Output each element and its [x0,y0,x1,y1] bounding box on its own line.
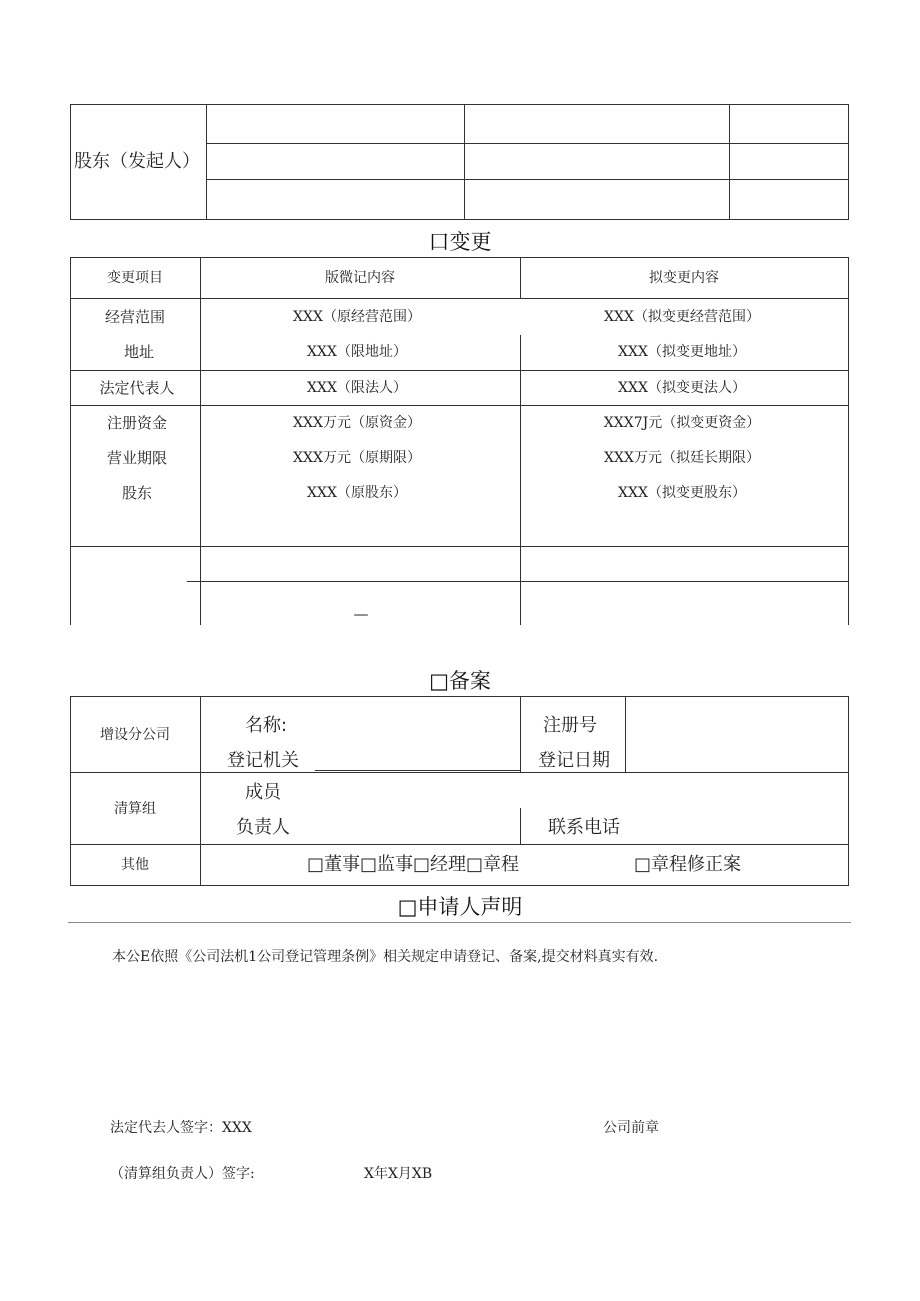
proposed-content: XXX（拟变更股东） [618,485,746,501]
signature-date: X年X月XB [364,1166,433,1182]
branch-label: 增设分公司 [100,727,170,743]
proposed-content: XXX万元（拟廷长期限） [604,450,760,466]
branch-reg-date-label: 登记日期 [538,750,610,771]
change-item: 地址 [123,343,155,361]
other-options: □董事□监事□经理□章程 [307,854,520,875]
proposed-content: XXX（拟变更经营范围） [604,309,760,325]
change-heading: 口变更 [428,230,492,254]
declaration-heading: □申请人声明 [397,895,523,919]
legal-rep-signature: 法定代去人签字：XXX [110,1120,252,1136]
liquidation-leader-label: 负责人 [236,817,290,838]
column-header-proposed: 拟变更内容 [649,270,719,286]
branch-reg-no-label: 注册号 [543,715,597,736]
change-item: 法定代表人 [99,379,175,397]
liquidation-leader-signature: （清算组负责人）签字: [110,1166,255,1182]
original-content: XXX万元（原期限） [293,450,421,466]
dash-mark: — [353,605,369,623]
shareholder-label: 股东（发起人） [74,151,200,172]
original-content: XXX（限法人） [307,380,407,396]
original-content: XXX（限地址） [307,344,407,360]
declaration-divider [68,922,851,923]
proposed-content: XXX7J元（拟变更资金） [603,415,761,431]
other-label: 其他 [121,857,149,873]
change-item: 注册资金 [106,414,168,432]
change-item: 经营范围 [104,308,166,326]
proposed-content: XXX（拟变更地址） [618,344,746,360]
branch-authority-label: 登记机关 [227,750,299,771]
filing-heading: □备案 [429,669,491,693]
liquidation-phone-label: 联系电话 [548,817,620,838]
column-header-item: 变更项目 [107,270,163,286]
original-content: XXX万元（原资金） [293,415,421,431]
charter-amendment-option: □章程修正案 [634,854,742,875]
proposed-content: XXX（拟变更法人） [618,380,746,396]
column-header-original: 版微记内容 [325,270,395,286]
liquidation-label: 清算组 [114,801,156,817]
original-content: XXX（原经营范围） [293,309,421,325]
original-content: XXX（原股东） [307,485,407,501]
liquidation-members-label: 成员 [245,782,281,803]
company-seal-label: 公司前章 [603,1120,659,1136]
change-item: 股东 [121,484,153,502]
branch-name-label: 名称: [245,715,288,736]
declaration-text: 本公E依照《公司法机1公司登记管理条例》相关规定申请登记、备案,提交材料真实有效. [112,949,659,965]
change-item: 营业期限 [106,449,168,467]
